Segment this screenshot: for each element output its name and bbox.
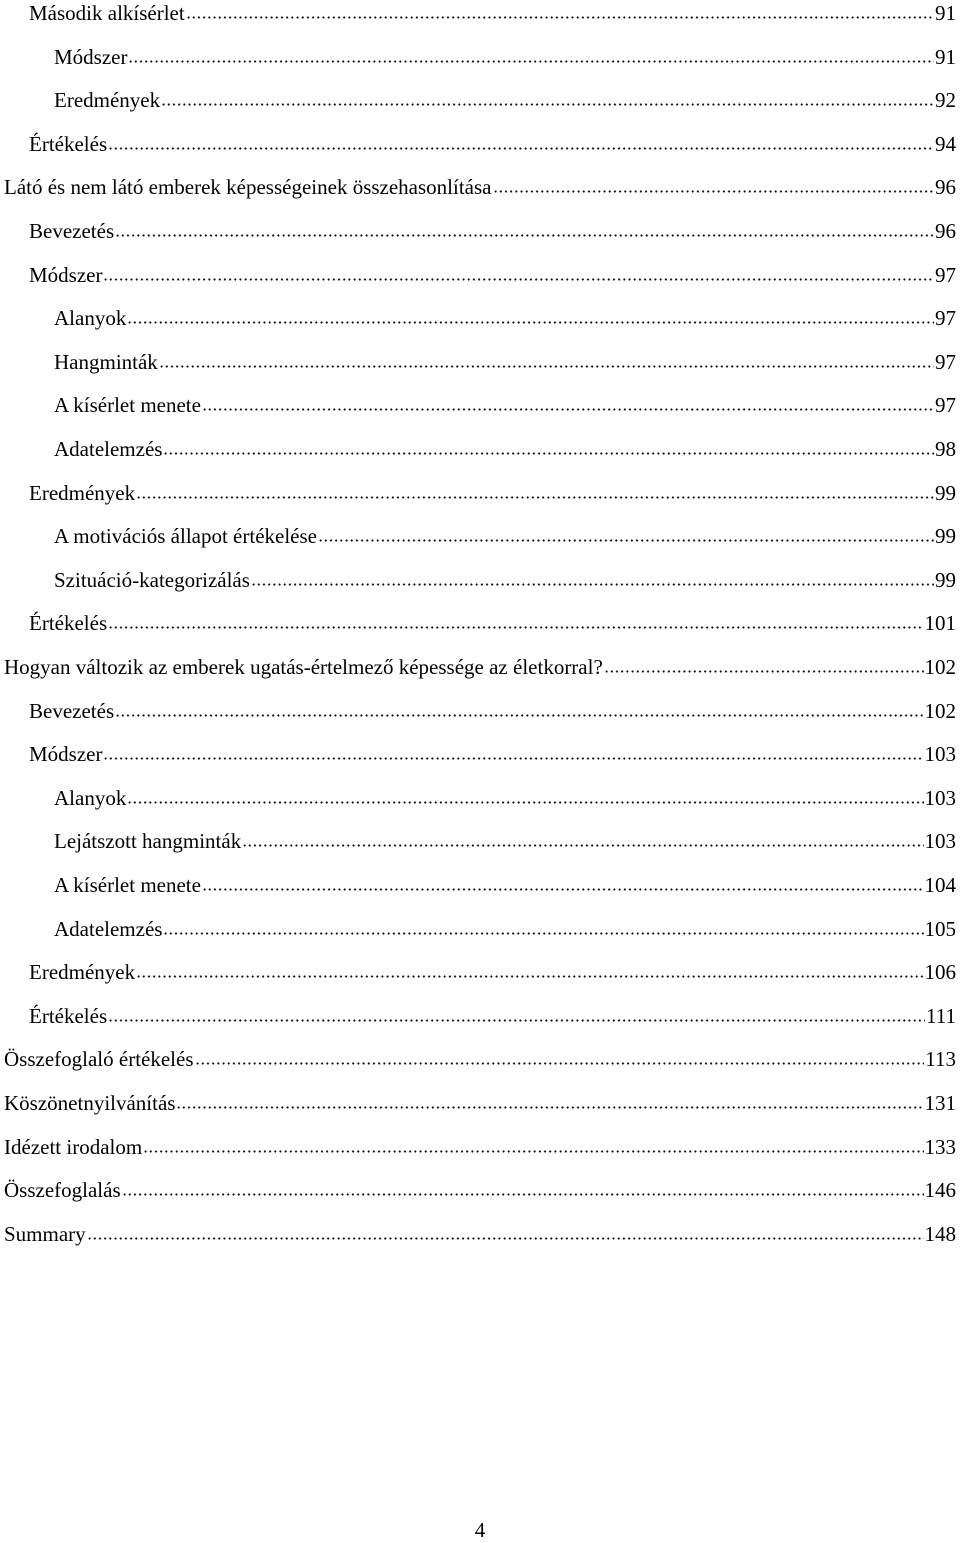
dot-leader — [136, 975, 923, 978]
dot-leader — [103, 757, 923, 760]
dot-leader — [108, 1019, 925, 1022]
toc-entry[interactable] — [0, 1202, 960, 1246]
toc-entry-page: 102 — [924, 655, 956, 679]
toc-entry-page: 97 — [935, 306, 956, 331]
toc-entry-title: Alanyok — [54, 306, 127, 331]
toc-entry[interactable] — [0, 199, 960, 243]
dot-leader — [108, 626, 923, 629]
toc-entry[interactable] — [0, 679, 960, 723]
toc-entry-page: 133 — [924, 1134, 956, 1159]
dot-leader — [202, 888, 924, 891]
toc-entry-title: Második alkísérlet — [29, 1, 185, 25]
dot-leader — [115, 234, 934, 237]
toc-entry[interactable] — [0, 330, 960, 374]
toc-entry-title: Összefoglalás — [4, 1178, 121, 1203]
toc-entry-title: Módszer — [54, 44, 128, 69]
toc-entry-page: 91 — [935, 1, 956, 25]
toc-entry-page: 99 — [935, 567, 956, 592]
toc-entry-title: Idézett irodalom — [4, 1134, 143, 1159]
toc-entry-page: 148 — [924, 1221, 956, 1246]
dot-leader — [108, 147, 934, 150]
toc-entry-page: 99 — [935, 524, 956, 549]
dot-leader — [103, 278, 934, 281]
toc-entry-page: 102 — [924, 698, 956, 723]
dot-leader — [163, 452, 934, 455]
toc-entry-title: Módszer — [29, 262, 103, 287]
dot-leader — [127, 321, 934, 324]
toc-entry[interactable] — [0, 1071, 960, 1115]
toc-entry-page: 91 — [935, 44, 956, 69]
toc-entry[interactable] — [0, 635, 960, 679]
dot-leader — [127, 801, 923, 804]
toc-entry-page: 113 — [925, 1047, 956, 1072]
dot-leader — [159, 365, 934, 368]
toc-entry-page: 103 — [924, 742, 956, 767]
toc-entry-page: 92 — [935, 88, 956, 113]
toc-entry-title: Lejátszott hangminták — [54, 829, 242, 854]
toc-entry-page: 105 — [924, 916, 956, 941]
toc-entry[interactable] — [0, 809, 960, 853]
toc-entry[interactable] — [0, 373, 960, 417]
toc-entry-page: 98 — [935, 437, 956, 461]
toc-entry[interactable] — [0, 897, 960, 941]
toc-entry[interactable] — [0, 1115, 960, 1159]
toc-entry-title: A kísérlet menete — [54, 873, 201, 897]
dot-leader — [143, 1150, 923, 1153]
toc-entry-title: A motivációs állapot értékelése — [54, 524, 317, 549]
toc-entry-title: Summary — [4, 1221, 86, 1246]
toc-entry[interactable] — [0, 461, 960, 505]
dot-leader — [122, 1193, 924, 1196]
dot-leader — [136, 496, 934, 499]
toc-entry[interactable] — [0, 0, 960, 25]
toc-entry[interactable] — [0, 591, 960, 635]
toc-entry[interactable] — [0, 68, 960, 112]
toc-entry-title: Értékelés — [29, 611, 108, 636]
toc-entry-title: Eredmények — [54, 88, 161, 113]
toc-entry-title: Szituáció-kategorizálás — [54, 567, 250, 592]
dot-leader — [604, 670, 924, 673]
dot-leader — [318, 539, 934, 542]
dot-leader — [195, 1062, 925, 1065]
toc-entry[interactable] — [0, 286, 960, 330]
toc-entry[interactable] — [0, 1027, 960, 1071]
toc-entry-page: 97 — [935, 393, 956, 418]
toc-entry-title: Összefoglaló értékelés — [4, 1047, 194, 1072]
toc-entry-title: Hogyan változik az emberek ugatás-értelmező képessége az életkorral? — [4, 655, 603, 679]
toc-entry[interactable] — [0, 25, 960, 69]
toc-entry-page: 106 — [924, 960, 956, 985]
dot-leader — [493, 190, 935, 193]
dot-leader — [128, 60, 934, 63]
toc-entry[interactable] — [0, 155, 960, 199]
toc-entry-title: Köszönetnyilvánítás — [4, 1091, 176, 1115]
dot-leader — [163, 932, 923, 935]
toc-entry[interactable] — [0, 548, 960, 592]
dot-leader — [87, 1237, 924, 1240]
toc-entry-page: 101 — [924, 611, 956, 636]
toc-entry[interactable] — [0, 766, 960, 810]
toc-entry-page: 103 — [924, 785, 956, 810]
toc-entry-page: 111 — [926, 1003, 956, 1028]
toc-entry-page: 99 — [935, 480, 956, 505]
toc-entry[interactable] — [0, 504, 960, 548]
toc-entry-title: Hangminták — [54, 349, 158, 374]
toc-entry-title: Adatelemzés — [54, 916, 163, 941]
toc-entry-page: 97 — [935, 262, 956, 287]
toc-entry-title: Adatelemzés — [54, 437, 163, 461]
toc-entry[interactable] — [0, 243, 960, 287]
page-number: 4 — [474, 1518, 486, 1542]
toc-entry-title: Eredmények — [29, 480, 136, 505]
toc-entry-page: 131 — [924, 1091, 956, 1115]
toc-entry-title: Látó és nem látó emberek képességeinek összehasonlítása — [4, 175, 492, 200]
toc-entry-page: 146 — [924, 1178, 956, 1203]
toc-entry[interactable] — [0, 417, 960, 461]
dot-leader — [176, 1106, 923, 1109]
dot-leader — [251, 583, 934, 586]
toc-entry-title: Eredmények — [29, 960, 136, 985]
toc-entry-title: Módszer — [29, 742, 103, 767]
toc-entry-page: 97 — [935, 349, 956, 374]
toc-entry-page: 96 — [935, 219, 956, 243]
toc-entry-title: Értékelés — [29, 131, 108, 156]
dot-leader — [161, 103, 934, 106]
dot-leader — [242, 844, 923, 847]
toc-entry[interactable] — [0, 984, 960, 1028]
toc-entry-title: Értékelés — [29, 1003, 108, 1028]
toc-entry[interactable] — [0, 112, 960, 156]
toc-entry-page: 103 — [924, 829, 956, 854]
toc-entry[interactable] — [0, 722, 960, 766]
toc-entry-page: 94 — [935, 131, 956, 156]
toc-entry[interactable] — [0, 1158, 960, 1202]
dot-leader — [115, 714, 923, 717]
toc-entry-title: Bevezetés — [29, 219, 115, 243]
dot-leader — [202, 408, 934, 411]
toc-entry-title: Alanyok — [54, 785, 127, 810]
toc-entry-page: 96 — [935, 175, 956, 200]
toc-entry-title: A kísérlet menete — [54, 393, 201, 418]
dot-leader — [186, 16, 934, 19]
toc-entry-title: Bevezetés — [29, 698, 115, 723]
toc-entry-page: 104 — [924, 873, 956, 897]
toc-entry[interactable] — [0, 940, 960, 984]
toc-entry[interactable] — [0, 853, 960, 897]
